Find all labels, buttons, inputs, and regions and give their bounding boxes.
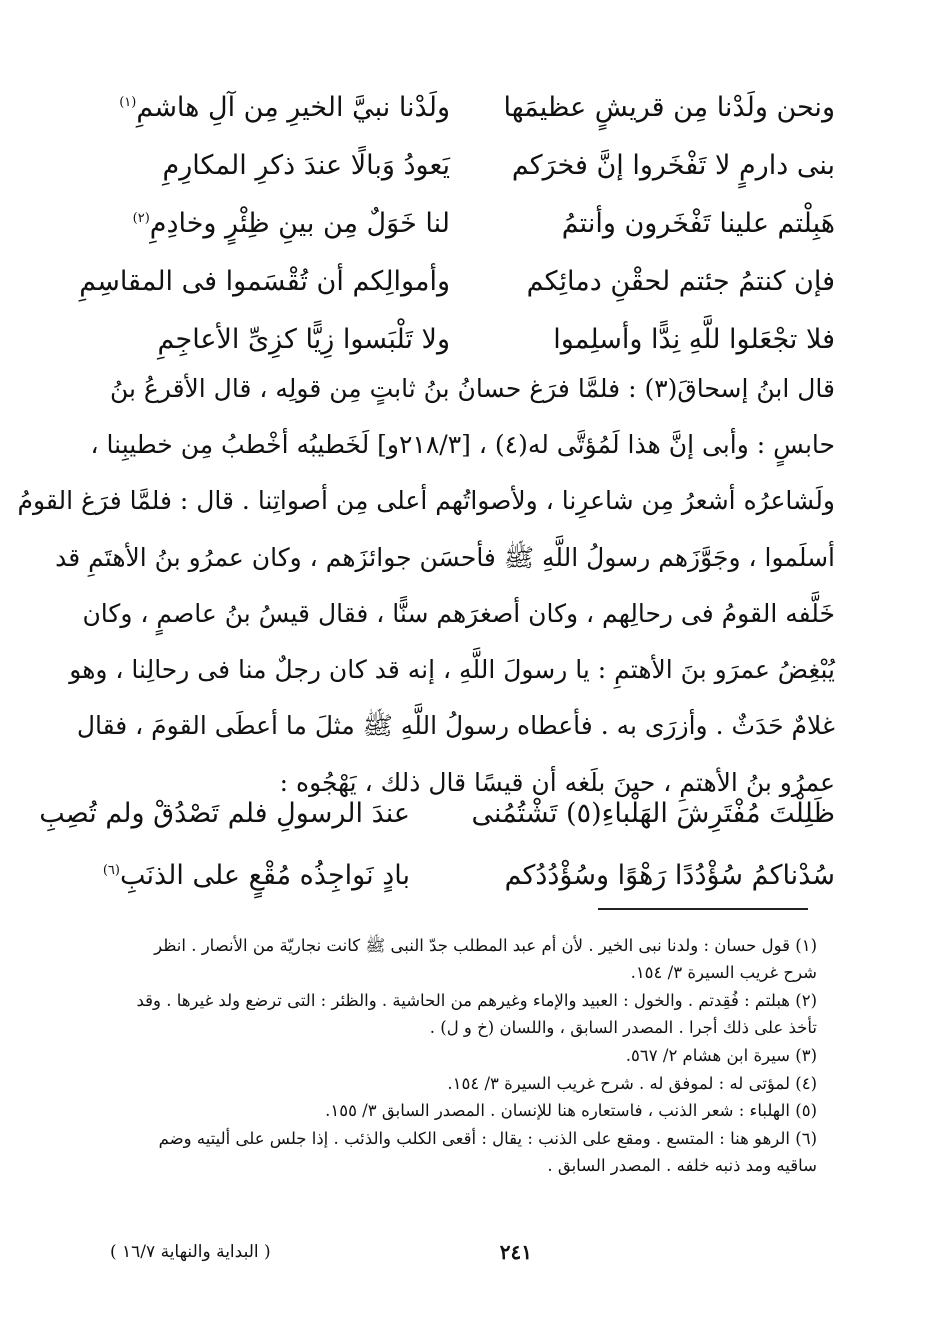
- footnote-line: تأخذ على ذلك أجرا . المصدر السابق ، واللسان (خ و ل) .: [429, 1018, 817, 1038]
- verse-first-hemistich: هَبِلْتم علينا تَفْخَرون وأنتمُ: [561, 207, 835, 239]
- verse-second-hemistich: ولا تَلْبَسوا زِيًّا كزِىِّ الأعاجِمِ: [157, 323, 450, 355]
- footnote-line: (٢) هبلتم : فُقِدتم . والخول : العبيد والإماء وغيرهم من الحاشية . والظئر : التى ترضع ولد غيرها . وقد: [136, 990, 817, 1010]
- verse-second-hemistich: [110, 207, 450, 239]
- verse-first-hemistich: سُدْناكمُ سُؤْدُدًا رَهْوًا وسُؤْدُدُكم: [504, 859, 835, 891]
- verse-second-hemistich: يَعودُ وَبالًا عندَ ذكرِ المكارِمِ: [162, 149, 450, 181]
- verse-first-hemistich: بنى دارمٍ لا تَفْخَروا إنَّ فخرَكم: [511, 149, 835, 181]
- footnote-marker: (١): [119, 94, 137, 110]
- verse-first-hemistich: ونحن ولَدْنا مِن قريشٍ عظيمَها: [503, 91, 835, 123]
- footnote-line: ساقيه ومد ذنبه خلفه . المصدر السابق .: [547, 1156, 817, 1176]
- verse-second-text: لنا خَوَلٌ مِن بينِ ظِئْرٍ وخادِمِ: [149, 207, 450, 239]
- footnote-line: شرح غريب السيرة ٣/ ١٥٤.: [630, 963, 817, 983]
- poem-verse: [110, 78, 835, 136]
- verse-second-hemistich: [110, 91, 450, 123]
- prose-line: غلامٌ حَدَثٌ . وأزرَى به . فأعطاه رسولُ اللَّهِ ﷺ مثلَ ما أعطَى القومَ ، فقال: [76, 711, 835, 741]
- poem-verse: [102, 844, 835, 906]
- verse-second-text: بادٍ نَواجِذُه مُقْعٍ على الذنَبِ: [119, 859, 410, 891]
- verse-first-hemistich: فلا تجْعَلوا للَّهِ نِدًّا وأسلِموا: [553, 323, 835, 355]
- prose-line: يُبْغِضُ عمرَو بنَ الأهتمِ : يا رسولَ اللَّهِ ، إنه قد كان رجلٌ منا فى رحالِنا ، وهو: [69, 655, 835, 685]
- verse-second-text: ولَدْنا نبيَّ الخيرِ مِن آلِ هاشمِ: [136, 91, 450, 123]
- poem-verse: [110, 136, 835, 194]
- footnote-line: (٣) سيرة ابن هشام ٢/ ٥٦٧.: [625, 1045, 817, 1065]
- source-reference: ( البداية والنهاية ١٦/٧ ): [110, 1242, 271, 1262]
- footnote-marker: (٢): [132, 210, 150, 226]
- prose-body: [17, 360, 835, 810]
- verse-second-hemistich: [102, 859, 410, 891]
- verse-second-hemistich: عندَ الرسولِ فلم تَصْدُقْ ولم تُصِبِ: [39, 797, 410, 829]
- footnote-line: (٦) الرهو هنا : المتسع . ومقع على الذنب : يقال : أقعى الكلب والذئب . إذا جلس على أليتيه وضم: [158, 1128, 817, 1148]
- footnote-separator: [598, 908, 808, 910]
- verse-second-hemistich: وأموالِكم أن تُقْسَموا فى المقاسِمِ: [79, 265, 450, 297]
- footnote-line: (٤) لمؤتى له : لموفق له . شرح غريب السيرة ٣/ ١٥٤.: [447, 1073, 817, 1093]
- prose-line: قال ابنُ إسحاقَ(٣) : فلمَّا فرَغ حسانُ بنُ ثابتٍ مِن قولِه ، قال الأقرعُ بنُ: [109, 373, 835, 403]
- poem-verse: [79, 252, 835, 310]
- verse-first-hemistich: فإن كنتمُ جئتم لحقْنِ دمائِكم: [526, 265, 835, 297]
- prose-line: عمرُو بنُ الأهتمِ ، حينَ بلَغه أن قيسًا قال ذلك ، يَهْجُوه :: [279, 767, 835, 797]
- poem-verse: [110, 194, 835, 252]
- page-footer: [110, 1240, 810, 1270]
- prose-line: ولَشاعرُه أشعرُ مِن شاعرِنا ، ولأصواتُهم أعلى مِن أصواتِنا . قال : فلمَّا فرَغ القومُ: [17, 486, 835, 516]
- prose-line: حابسٍ : وأبى إنَّ هذا لَمُؤتَّى له(٤) ، [٢١٨/٣و] لَخَطيبُه أخْطبُ مِن خطيبِنا ،: [90, 429, 835, 459]
- poem-top: [79, 78, 835, 368]
- poem-bottom: [39, 782, 835, 906]
- footnote-line: (٥) الهلباء : شعر الذنب ، فاستعاره هنا للإنسان . المصدر السابق ٣/ ١٥٥.: [325, 1101, 817, 1121]
- prose-line: خَلَّفه القومُ فى رحالِهم ، وكان أصغرَهم سنًّا ، فقال قيسُ بنُ عاصمٍ ، وكان: [82, 598, 835, 628]
- prose-line: أسلَموا ، وجَوَّزَهم رسولُ اللَّهِ ﷺ فأحسَن جوائزَهم ، وكان عمرُو بنُ الأهتَمِ قد: [55, 542, 835, 572]
- page-number: ٢٤١: [499, 1240, 532, 1264]
- footnote-line: (١) قول حسان : ولدنا نبى الخير . لأن أم عبد المطلب جدّ النبى ﷺ كانت نجاريّة من الأنصار . انظر: [154, 935, 817, 955]
- footnote-marker: (٦): [102, 862, 120, 878]
- verse-first-hemistich: ظَلِلْتَ مُفْتَرِشَ الهَلْباءِ(٥) تَشْتُمُنى: [471, 797, 835, 829]
- poem-verse: [39, 782, 835, 844]
- footnotes: [105, 932, 817, 1180]
